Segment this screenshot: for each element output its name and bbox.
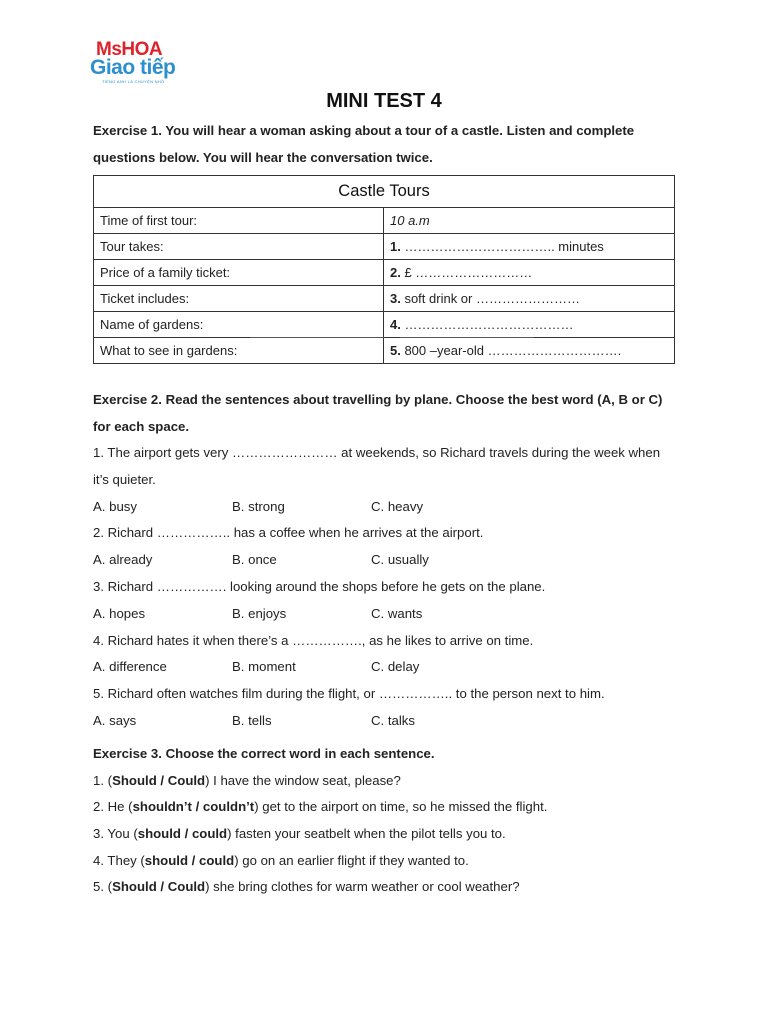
q2-option-c[interactable]: C. usually: [371, 552, 429, 567]
brand-logo: [90, 40, 190, 84]
row-label: Time of first tour:: [94, 208, 384, 234]
answer-blank: 800 –year-old ………………………….: [400, 343, 622, 358]
decorative-rule: [400, 337, 534, 338]
row-answer[interactable]: [384, 338, 675, 364]
answer-blank: soft drink or ……………………: [400, 291, 580, 306]
answer-blank: …………………………….. minutes: [400, 239, 604, 254]
row-answer[interactable]: [384, 234, 675, 260]
ex3-sentence-4: 4. They (should / could) go on an earlier flight if they wanted to.: [93, 853, 469, 868]
row-label: Tour takes:: [94, 234, 384, 260]
q5-option-b[interactable]: B. tells: [232, 713, 272, 728]
row-label: Name of gardens:: [94, 312, 384, 338]
ex3-sentence-3: 3. You (should / could) fasten your seatbelt when the pilot tells you to.: [93, 826, 506, 841]
q3-option-c[interactable]: C. wants: [371, 606, 423, 621]
question-3-text: 3. Richard ……………. looking around the shops before he gets on the plane.: [93, 579, 546, 594]
q3-option-b[interactable]: B. enjoys: [232, 606, 287, 621]
ex2-instruction-line1: Exercise 2. Read the sentences about travelling by plane. Choose the best word (A, B or C): [93, 392, 663, 407]
question-4-text: 4. Richard hates it when there’s a ……………., as he likes to arrive on time.: [93, 633, 534, 648]
q4-option-a[interactable]: A. difference: [93, 659, 167, 674]
example-answer: 10 a.m: [390, 213, 430, 228]
logo-tagline: TIẾNG ANH LÀ CHUYỆN NHỎ: [102, 79, 165, 84]
row-label: What to see in gardens:: [94, 338, 384, 364]
question-1-text-cont: it’s quieter.: [93, 472, 156, 487]
logo-line2: Giao tiếp: [90, 56, 176, 79]
question-2-text: 2. Richard …………….. has a coffee when he arrives at the airport.: [93, 525, 484, 540]
question-number: 1.: [390, 239, 401, 254]
castle-tours-table: [93, 175, 675, 364]
q1-option-b[interactable]: B. strong: [232, 499, 285, 514]
choice-pair[interactable]: Should / Could: [112, 773, 206, 788]
ex1-instruction-line2: questions below. You will hear the conversation twice.: [93, 150, 433, 165]
answer-blank: …………………………………: [400, 317, 574, 332]
table-title: Castle Tours: [94, 176, 675, 208]
q4-option-b[interactable]: B. moment: [232, 659, 296, 674]
ex3-sentence-1: 1. (Should / Could) I have the window seat, please?: [93, 773, 401, 788]
decorative-rule: [250, 337, 384, 338]
ex1-instruction-line1: Exercise 1. You will hear a woman asking about a tour of a castle. Listen and complete: [93, 123, 635, 138]
question-number: 3.: [390, 291, 401, 306]
row-answer[interactable]: [384, 286, 675, 312]
q5-option-c[interactable]: C. talks: [371, 713, 415, 728]
table-row: [94, 312, 675, 338]
q2-option-a[interactable]: A. already: [93, 552, 153, 567]
table-row: [94, 234, 675, 260]
row-answer[interactable]: [384, 260, 675, 286]
question-number: 4.: [390, 317, 401, 332]
choice-pair[interactable]: should / could: [137, 826, 228, 841]
table-row: [94, 286, 675, 312]
choice-pair[interactable]: Should / Could: [112, 879, 206, 894]
question-5-text: 5. Richard often watches film during the flight, or …………….. to the person next to him.: [93, 686, 605, 701]
question-number: 2.: [390, 265, 401, 280]
question-number: 5.: [390, 343, 401, 358]
question-1-text: 1. The airport gets very …………………… at weekends, so Richard travels during the week when: [93, 445, 661, 460]
table-row: [94, 260, 675, 286]
q4-option-c[interactable]: C. delay: [371, 659, 420, 674]
table-row: [94, 208, 675, 234]
ex3-sentence-5: 5. (Should / Could) she bring clothes for warm weather or cool weather?: [93, 879, 520, 894]
row-label: Price of a family ticket:: [94, 260, 384, 286]
row-label: Ticket includes:: [94, 286, 384, 312]
q5-option-a[interactable]: A. says: [93, 713, 137, 728]
ex3-instruction: Exercise 3. Choose the correct word in each sentence.: [93, 746, 435, 761]
ex3-sentence-2: 2. He (shouldn’t / couldn’t) get to the airport on time, so he missed the flight.: [93, 799, 548, 814]
choice-pair[interactable]: should / could: [144, 853, 235, 868]
table-row: [94, 338, 675, 364]
logo-line1: MsHOA: [96, 39, 163, 60]
q2-option-b[interactable]: B. once: [232, 552, 277, 567]
row-answer: [384, 208, 675, 234]
q1-option-c[interactable]: C. heavy: [371, 499, 424, 514]
choice-pair[interactable]: shouldn’t / couldn’t: [132, 799, 255, 814]
page-title: MINI TEST 4: [326, 90, 442, 112]
answer-blank: £ ………………………: [400, 265, 533, 280]
ex2-instruction-line2: for each space.: [93, 419, 190, 434]
q3-option-a[interactable]: A. hopes: [93, 606, 146, 621]
row-answer[interactable]: [384, 312, 675, 338]
q1-option-a[interactable]: A. busy: [93, 499, 137, 514]
